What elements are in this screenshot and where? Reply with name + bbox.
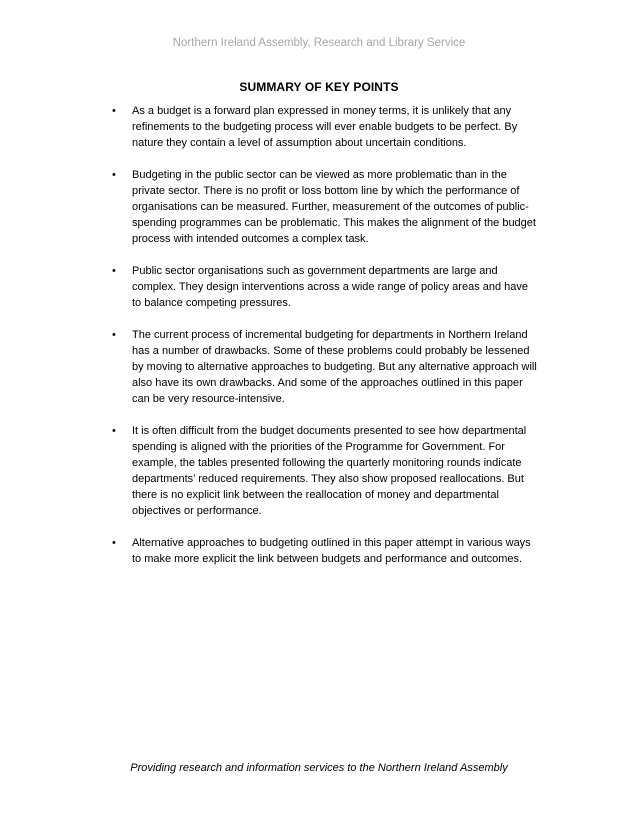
list-item (110, 423, 540, 519)
list-item (110, 167, 540, 247)
bullet-icon: • (112, 425, 116, 437)
key-point-text: Budgeting in the public sector can be viewed as more problematic than in the private sector. There is no profit or loss bottom line by which the performance of organisations can be measured. Further, measurement of the outcomes of public-spending programmes can be problematic. This makes the alignment of the budget process with intended outcomes a complex task. (132, 169, 536, 245)
key-points-list (110, 103, 540, 583)
bullet-icon: • (112, 265, 116, 277)
key-point-text: As a budget is a forward plan expressed in money terms, it is unlikely that any refinements to the budgeting process will ever enable budgets to be perfect. By nature they contain a level of assumption about uncertain conditions. (132, 105, 518, 149)
list-item (110, 263, 540, 311)
list-item (110, 103, 540, 151)
page-header: Northern Ireland Assembly, Research and Library Service (172, 37, 466, 49)
bullet-icon: • (112, 537, 116, 549)
key-point-text: Alternative approaches to budgeting outlined in this paper attempt in various ways to make more explicit the link between budgets and performance and outcomes. (132, 537, 531, 565)
list-item (110, 535, 540, 567)
page-title: SUMMARY OF KEY POINTS (239, 80, 399, 94)
bullet-icon: • (112, 169, 116, 181)
bullet-icon: • (112, 329, 116, 341)
list-item (110, 327, 540, 407)
bullet-icon: • (112, 105, 116, 117)
key-point-text: It is often difficult from the budget documents presented to see how departmental spending is aligned with the priorities of the Programme for Government. For example, the tables presented following the quarterly monitoring rounds indicate departments’ reduced requirements. They also show proposed reallocations. But there is no explicit link between the reallocation of money and departmental objectives or performance. (132, 425, 527, 517)
page-footer: Providing research and information services to the Northern Ireland Assembly (130, 762, 508, 774)
key-point-text: The current process of incremental budgeting for departments in Northern Ireland has a number of drawbacks. Some of these problems could probably be lessened by moving to alternative approaches to budgeting. But any alternative approach will also have its own drawbacks. And some of the approaches outlined in this paper can be very resource-intensive. (132, 329, 537, 405)
key-point-text: Public sector organisations such as government departments are large and complex. They design interventions across a wide range of policy areas and have to balance competing pressures. (132, 265, 529, 309)
